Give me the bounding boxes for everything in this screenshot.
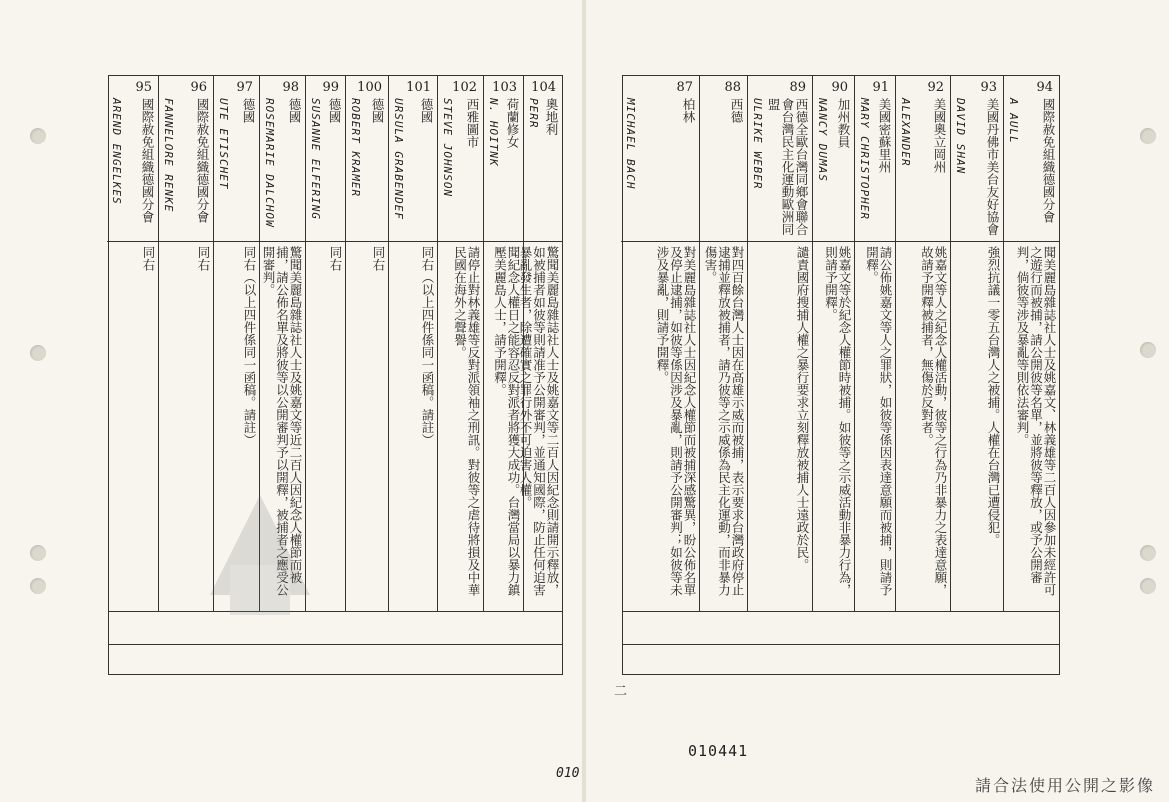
page-number-mark: 二 — [614, 684, 628, 699]
entry-name: FANNELORE RENKE — [162, 98, 175, 213]
entry-number: 101 — [406, 80, 431, 95]
entry-column — [854, 76, 895, 611]
entry-column — [895, 76, 950, 611]
entry-name: SUSANNE ELFERING — [309, 98, 322, 220]
entry-header — [438, 76, 483, 242]
entry-number: 104 — [531, 80, 556, 95]
entry-name: UTE ETISCHET — [217, 98, 230, 190]
entry-origin: 國際赦免組織德國分會 — [140, 98, 155, 223]
entry-body: 強烈抗議一零五台灣人之被捕。人權在台灣已遭侵犯。 — [986, 246, 1001, 546]
entry-name: ULRIKE WEBER — [751, 98, 764, 190]
entry-header — [1004, 76, 1059, 242]
entry-body: 請停止對林義雄等反對派領袖之刑訊。對彼等之虐待將損及中華民國在海外之聲譽。 — [452, 246, 481, 596]
entry-body: 聞美麗島雜誌社人士及姚嘉文、林義雄等二百人因參加未經許可之遊行而被捕，請公開彼等名單，並將彼等釋放，或予公開審判，倘彼等涉及暴亂等則依法審判。 — [1015, 246, 1057, 596]
entry-origin: 美國奧立岡州 — [932, 98, 947, 173]
entry-number: 88 — [724, 80, 741, 95]
entry-number: 96 — [190, 80, 207, 95]
entry-body: 請公佈姚嘉文等人之罪狀，如彼等係因表達意願而被捕，則請予開釋。 — [864, 246, 893, 596]
entry-number: 92 — [927, 80, 944, 95]
entry-body: 同右 — [141, 246, 156, 271]
entry-origin: 德國 — [241, 98, 256, 123]
punch-hole — [1140, 578, 1156, 594]
entry-column — [621, 76, 699, 611]
entry-number: 99 — [322, 80, 339, 95]
entry-name: ROBERT KRAMER — [349, 98, 362, 198]
entry-name: URSULA GRABENDEF — [392, 98, 405, 220]
entry-body: 對四百餘台灣人士因在高雄示威而被捕，表示要求台灣政府停止逮捕並釋放被捕者，請乃彼等之示威係為民主化運動，而非暴力傷害。 — [703, 246, 745, 596]
entry-origin: 西雅圖市 — [465, 98, 480, 148]
entry-header — [107, 76, 158, 242]
entry-origin: 國際赦免組織德國分會 — [195, 98, 210, 223]
entry-number: 95 — [135, 80, 152, 95]
table-divider — [109, 644, 562, 645]
entry-name: A AULL — [1007, 98, 1020, 144]
entry-body: 聞紀念人權日之能容忍反對派者將獲大成功。台灣當局以暴力鎮壓美麗島人士，請予開釋。 — [492, 246, 521, 596]
entry-body: 姚嘉文等於紀念人權節時被捕。如彼等之示威活動非暴力行為，則請予開釋。 — [823, 246, 852, 596]
entry-origin: 國際赦免組織德國分會 — [1041, 98, 1056, 223]
entry-column — [483, 76, 523, 611]
entry-origin: 西德 — [729, 98, 744, 123]
entry-name: ROSEMARIE DALCHOW — [263, 98, 276, 228]
entry-header — [214, 76, 259, 242]
entry-column — [107, 76, 158, 611]
entry-header — [855, 76, 895, 242]
entry-origin: 德國 — [287, 98, 302, 123]
punch-hole — [30, 345, 46, 361]
punch-hole — [1140, 545, 1156, 561]
serial-number: 010441 — [688, 742, 749, 760]
punch-hole — [1140, 342, 1156, 358]
entry-body: 同右 — [196, 246, 211, 271]
footer-note: 請合法使用公開之影像 — [974, 776, 1155, 795]
entry-name: AREND ENGELKES — [110, 98, 123, 205]
handwritten-number: 010 — [556, 766, 580, 781]
entry-header — [389, 76, 437, 242]
entry-column — [518, 76, 562, 611]
entry-name: STEVE JOHNSON — [441, 98, 454, 198]
entry-body: 譴責國府搜捕人權之暴行要求立刻釋放被捕人士遠政於民。 — [795, 246, 810, 571]
entry-header — [484, 76, 523, 242]
entry-body: 同右（以上四件係同一函稿。請註） — [420, 246, 435, 446]
entry-column — [699, 76, 747, 611]
entry-origin: 德國 — [419, 98, 434, 123]
punch-hole — [30, 578, 46, 594]
entry-number: 89 — [789, 80, 806, 95]
page-fold — [582, 0, 586, 802]
entry-body: 同右（以上四件係同一函稿。請註） — [242, 246, 257, 446]
entry-name: N. HOITNK — [487, 98, 500, 167]
entry-column — [812, 76, 854, 611]
entry-number: 90 — [831, 80, 848, 95]
entry-body: 同右 — [371, 246, 386, 271]
entry-header — [524, 76, 562, 242]
entry-origin: 奧地利 — [544, 98, 559, 136]
entry-origin: 柏林 — [681, 98, 696, 123]
entry-header — [700, 76, 747, 242]
entry-name: NANCY DUMAS — [816, 98, 829, 182]
punch-hole — [30, 545, 46, 561]
entry-number: 98 — [282, 80, 299, 95]
entry-origin: 美國丹佛市美台友好協會 — [985, 98, 1000, 236]
entry-body: 驚聞美麗島雜誌社人士及姚嘉文等二百人因紀念則請開示釋放，如被捕者如彼等則請准予公開審判，並通知國際，防止任何迫害暴亂發生者，除遭確實之罪行外不可迫害人權。 — [518, 246, 560, 596]
entry-number: 102 — [452, 80, 477, 95]
entry-number: 94 — [1036, 80, 1053, 95]
entry-number: 103 — [492, 80, 517, 95]
entry-column — [747, 76, 812, 611]
entry-body: 同右 — [328, 246, 343, 271]
entry-body: 驚聞美麗島雜誌社人士及姚嘉文等近二百人因紀念人權節而被捕，請公佈名單及將彼等以公開審判予以開釋，被捕者之應受公開審判。 — [261, 246, 303, 596]
entry-origin: 西德全歐台灣同鄉會聯合會台灣民主化運動歐洲同盟 — [766, 98, 809, 236]
entry-origin: 德國 — [327, 98, 342, 123]
entry-header — [621, 76, 699, 242]
entry-body: 姚嘉文等人之紀念人權活動，彼等之行為乃非暴力之表達意願，故請予開釋被捕者，無傷於反對者。 — [919, 246, 948, 596]
entry-column — [950, 76, 1003, 611]
table-divider — [623, 644, 1059, 645]
entry-body: 對美麗島雜誌社人士因紀念人權節而被捕深感驚異，盼公佈名單及停止逮捕，如彼等係因涉及暴亂，則請予公開審判；如彼等未涉及暴亂，則請予開釋。 — [655, 246, 697, 596]
entry-number: 87 — [676, 80, 693, 95]
entry-origin: 加州教員 — [836, 98, 851, 148]
entry-header — [748, 76, 812, 242]
entry-column — [345, 76, 388, 611]
entry-number: 100 — [357, 80, 382, 95]
table-divider — [109, 611, 562, 612]
punch-hole — [30, 128, 46, 144]
entry-name: PERR — [527, 98, 540, 129]
entry-name: DAVID SHAN — [954, 98, 967, 175]
entry-name: MARY CHRISTOPHER — [858, 98, 871, 220]
entry-header — [159, 76, 213, 242]
entry-origin: 美國密蘇里州 — [877, 98, 892, 173]
entry-name: ALEXANDER — [899, 98, 912, 167]
entry-header — [306, 76, 345, 242]
entry-header — [813, 76, 854, 242]
entry-header — [951, 76, 1003, 242]
entry-column — [388, 76, 437, 611]
watermark-stamp — [200, 475, 320, 625]
entry-header — [896, 76, 950, 242]
table-divider — [623, 611, 1059, 612]
entry-column — [1003, 76, 1059, 611]
entry-origin: 德國 — [370, 98, 385, 123]
entry-header — [260, 76, 305, 242]
right-table — [622, 75, 1060, 675]
left-table — [108, 75, 563, 675]
entry-origin: 荷蘭修女 — [505, 98, 520, 148]
entry-column — [437, 76, 483, 611]
entry-header — [346, 76, 388, 242]
punch-hole — [1140, 128, 1156, 144]
entry-name: MICHAEL BACH — [624, 98, 637, 190]
entry-number: 97 — [236, 80, 253, 95]
entry-number: 93 — [980, 80, 997, 95]
entry-number: 91 — [872, 80, 889, 95]
